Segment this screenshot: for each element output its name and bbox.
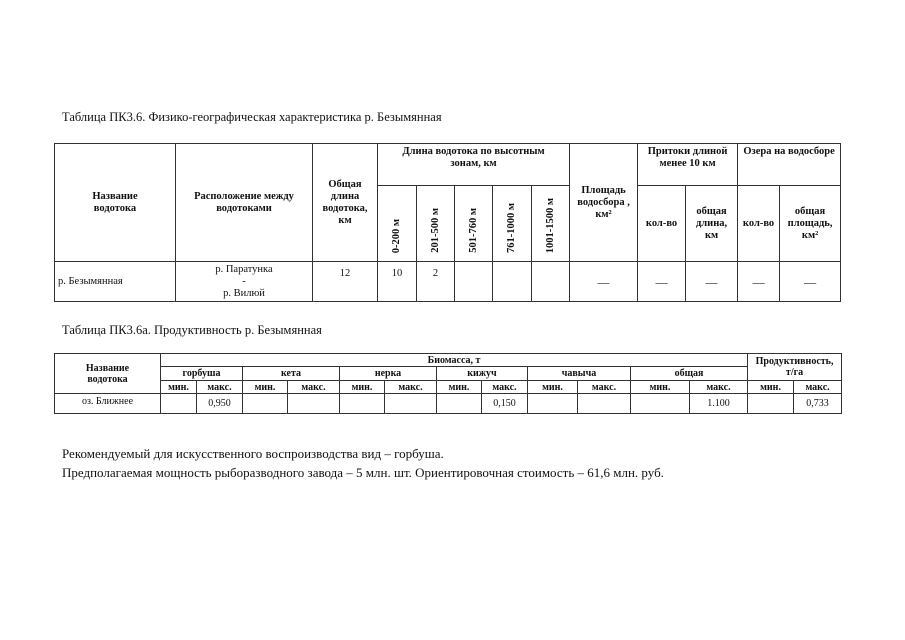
row-value-0 <box>161 394 197 414</box>
header-zone-1: 201-500 м <box>417 186 455 262</box>
row-value-10 <box>631 394 690 414</box>
header-species-nerka: нерка <box>340 367 437 381</box>
row-value-9 <box>578 394 631 414</box>
row-location-line2: - <box>242 275 246 287</box>
header-biomass: Биомасса, т <box>161 354 748 367</box>
row-value-11: 1.100 <box>690 394 748 414</box>
recommendation-text: Рекомендуемый для искусственного воспроизводства вид – горбуша. <box>62 446 444 461</box>
row-value-5 <box>385 394 437 414</box>
row-area: — <box>570 262 638 302</box>
header-tributaries-group: Притоки длиной менее 10 км <box>638 144 738 186</box>
header-species-gorbusha: горбуша <box>161 367 243 381</box>
header-max: макс. <box>385 381 437 394</box>
row-value-13: 0,733 <box>794 394 842 414</box>
row-lakes-count: — <box>738 262 780 302</box>
row-zone-1: 2 <box>417 262 455 302</box>
row-zone-3 <box>493 262 532 302</box>
row-zone-4 <box>532 262 570 302</box>
header-max: макс. <box>794 381 842 394</box>
table-row <box>55 394 842 414</box>
header-lakes-group: Озера на водосборе <box>738 144 841 186</box>
header-species-keta: кета <box>243 367 340 381</box>
table-row <box>55 262 841 302</box>
productivity-table <box>54 353 842 414</box>
table1-caption: Таблица ПК3.6. Физико-географическая характеристика р. Безымянная <box>62 110 442 124</box>
header-name: Название водотока <box>55 144 176 262</box>
row-value-1: 0,950 <box>197 394 243 414</box>
header-zones-group: Длина водотока по высотным зонам, км <box>378 144 570 186</box>
row-zone-2 <box>455 262 493 302</box>
row-value-2 <box>243 394 288 414</box>
row-lakes-area: — <box>780 262 841 302</box>
capacity-cost-text: Предполагаемая мощность рыборазводного завода – 5 млн. шт. Ориентировочная стоимость – 61,6 млн. руб. <box>62 465 664 480</box>
header-trib-count: кол-во <box>638 186 686 262</box>
header-trib-length: общая длина, км <box>686 186 738 262</box>
row-value-8 <box>528 394 578 414</box>
row-trib-length: — <box>686 262 738 302</box>
header-zone-3: 761-1000 м <box>493 186 532 262</box>
header-species-total: общая <box>631 367 748 381</box>
header-name: Название водотока <box>55 354 161 394</box>
header-zone-4: 1001-1500 м <box>532 186 570 262</box>
header-min: мин. <box>340 381 385 394</box>
row-value-6 <box>437 394 482 414</box>
row-length: 12 <box>313 262 378 302</box>
header-min: мин. <box>437 381 482 394</box>
header-min: мин. <box>528 381 578 394</box>
row-value-3 <box>288 394 340 414</box>
header-min: мин. <box>631 381 690 394</box>
header-min: мин. <box>243 381 288 394</box>
header-max: макс. <box>197 381 243 394</box>
row-name: р. Безымянная <box>55 262 176 302</box>
row-location <box>176 262 313 302</box>
header-length: Общая длина водотока, км <box>313 144 378 262</box>
row-value-12 <box>748 394 794 414</box>
row-name: оз. Ближнее <box>55 394 161 414</box>
header-min: мин. <box>748 381 794 394</box>
header-species-chavycha: чавыча <box>528 367 631 381</box>
table2-caption: Таблица ПК3.6а. Продуктивность р. Безымянная <box>62 323 322 337</box>
header-max: макс. <box>288 381 340 394</box>
header-zone-0: 0-200 м <box>378 186 417 262</box>
header-productivity: Продуктивность, т/га <box>748 354 842 381</box>
header-lakes-area: общая площадь, км² <box>780 186 841 262</box>
header-area: Площадь водосбора , км² <box>570 144 638 262</box>
row-location-line3: р. Вилюй <box>223 287 265 299</box>
physical-geography-table <box>54 143 841 302</box>
row-trib-count: — <box>638 262 686 302</box>
row-value-4 <box>340 394 385 414</box>
header-max: макс. <box>578 381 631 394</box>
row-zone-0: 10 <box>378 262 417 302</box>
header-lakes-count: кол-во <box>738 186 780 262</box>
header-location: Расположение между водотоками <box>176 144 313 262</box>
header-max: макс. <box>482 381 528 394</box>
header-max: макс. <box>690 381 748 394</box>
header-zone-2: 501-760 м <box>455 186 493 262</box>
row-location-line1: р. Паратунка <box>215 263 273 275</box>
header-species-kizhuch: кижуч <box>437 367 528 381</box>
header-min: мин. <box>161 381 197 394</box>
row-value-7: 0,150 <box>482 394 528 414</box>
